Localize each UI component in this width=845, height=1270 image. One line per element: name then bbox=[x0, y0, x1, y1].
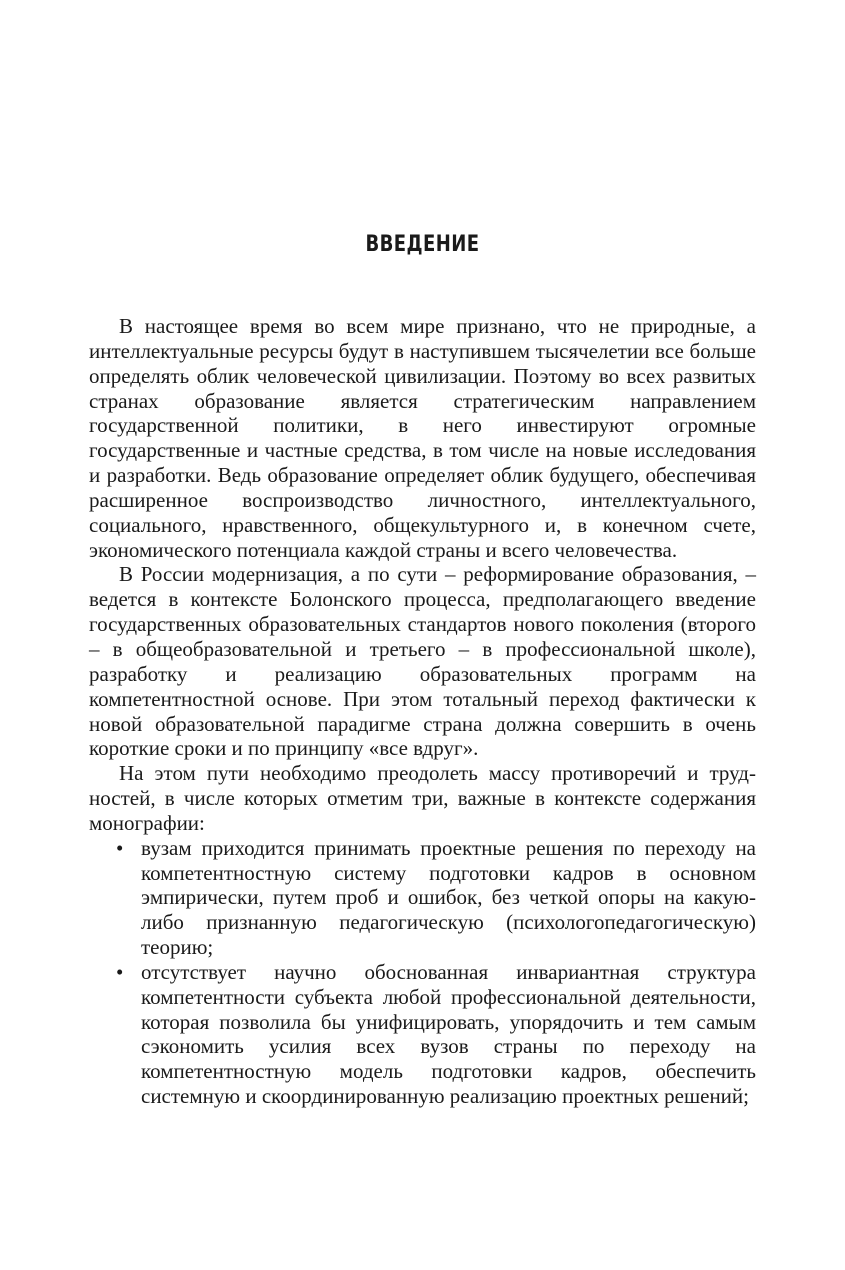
bullet-list bbox=[89, 836, 756, 1109]
paragraph: В настоящее время во всем мире признано, что не природные, а интеллектуальные ресурсы будут в наступившем тысячелетии все больше определять облик человеческой цивилизации. Поэтому во всех развитых странах образование является стратегическим направлением государственной политики, в него инвестируют огромные государственные и частные средства, в том числе на новые исследования и разработки. Ведь образование определяет облик будущего, обеспечивая расширенное воспроизводство личностного, интеллектуального, социального, нравственного, общекультурного и, в конечном счете, экономического потенциала каждой страны и всего человечества. bbox=[89, 314, 756, 562]
bullet-icon: • bbox=[116, 959, 124, 984]
chapter-heading: ВВЕДЕНИЕ bbox=[365, 232, 480, 257]
body-text bbox=[89, 314, 756, 1109]
paragraph: В России модернизация, а по сути – реформирование образования, – ведется в контексте Болонского процесса, предполагающего введение государственных образовательных стандартов нового поколения (второго – в общеобразовательной и третьего – в профессиональной школе), разработку и реализацию образовательных программ на компетентностной основе. При этом тотальный переход фактически к новой образовательной парадигме страна должна совершить в очень короткие сроки и по принципу «все вдруг». bbox=[89, 562, 756, 761]
list-item bbox=[116, 835, 756, 960]
list-item-text: вузам приходится принимать проектные решения по переходу на компетентностную систему подготовки кадров в основном эмпирически, путем проб и ошибок, без четкой опоры на какую-либо признанную педагогическую (психологопедагогическую) теорию; bbox=[141, 835, 756, 960]
list-item-text: отсутствует научно обоснованная инвариантная структура компетентности субъекта любой профессиональной деятельности, которая позволила бы унифицировать, упорядочить и тем самым сэкономить усилия всех вузов страны по переходу на компетентностную модель подготовки кадров, обеспечить системную и скоординированную реализацию проектных решений; bbox=[141, 959, 756, 1109]
list-item bbox=[116, 959, 756, 1109]
bullet-icon: • bbox=[116, 835, 124, 860]
paragraph: На этом пути необходимо преодолеть массу противоречий и трудностей, в числе которых отметим три, важные в контексте содержания монографии: bbox=[89, 761, 756, 835]
